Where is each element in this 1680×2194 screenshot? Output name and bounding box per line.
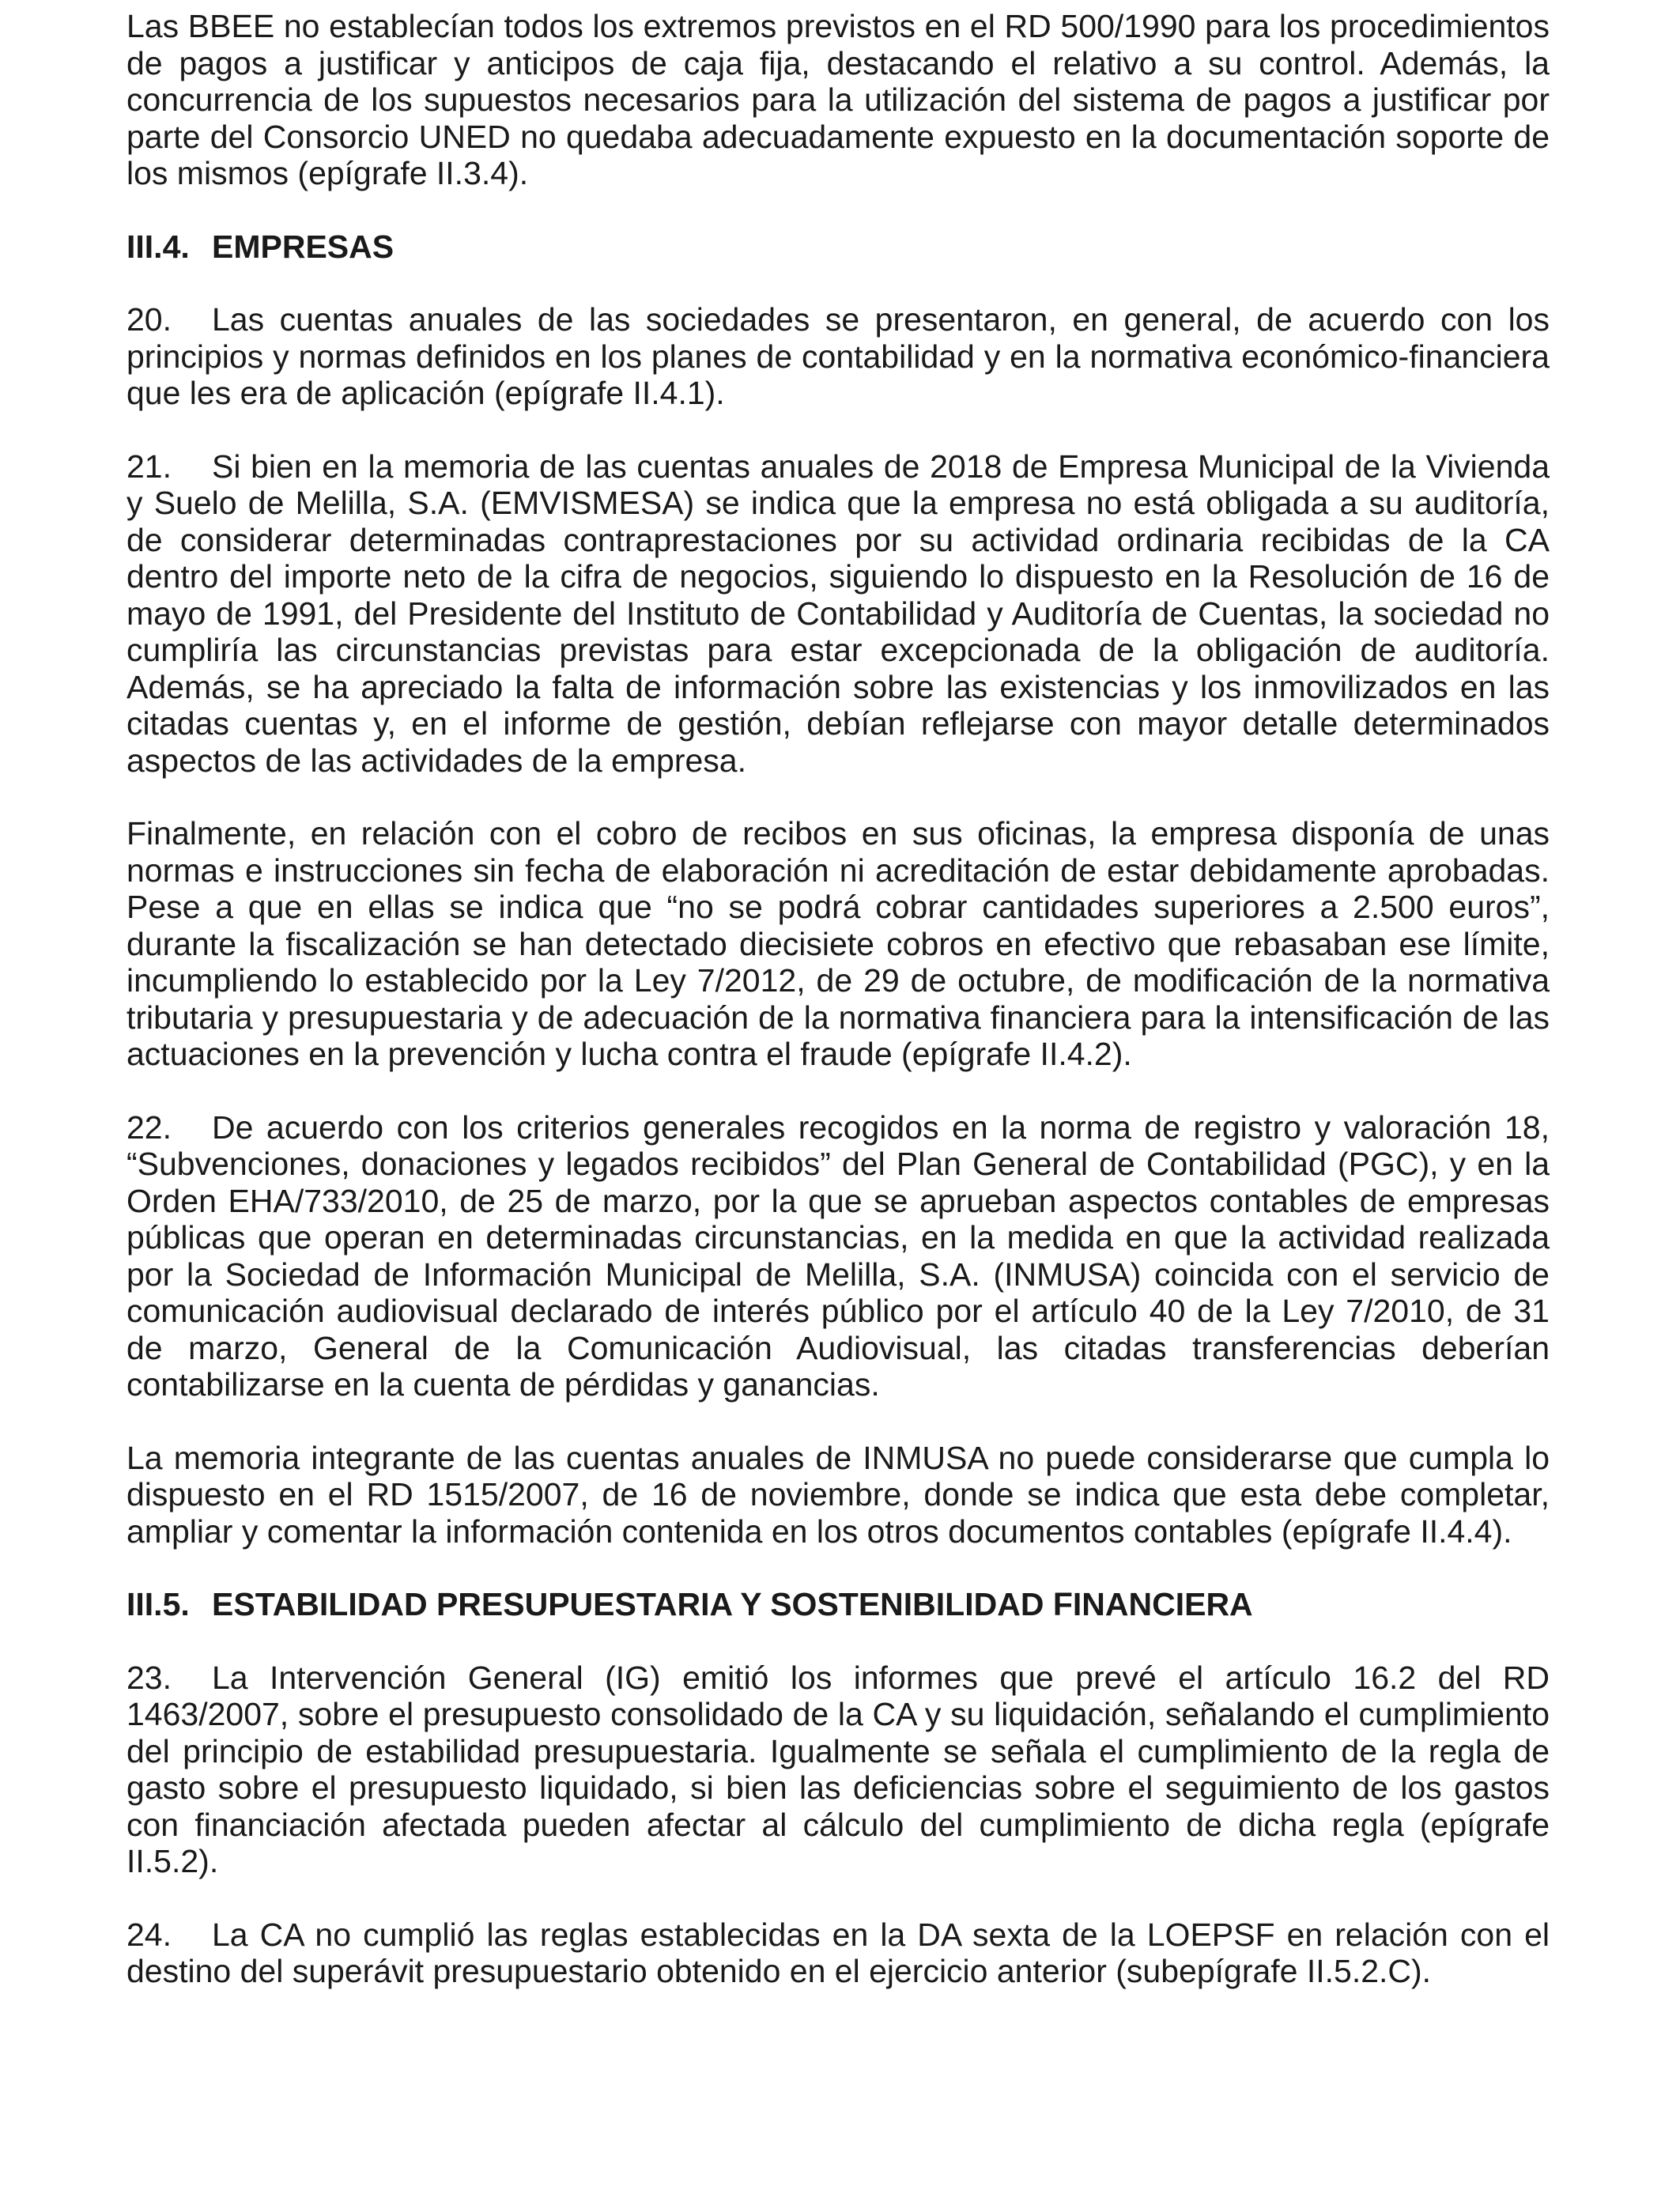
paragraph-number: 24. xyxy=(126,1916,172,1953)
paragraph-text: La memoria integrante de las cuentas anuales de INMUSA no puede considerarse que cumpla lo dispuesto en el RD 1515/2007, de 16 de noviembre, donde se indica que esta debe completar, ampliar y comentar la información contenida en los otros documentos contables (epígrafe II.4.4). xyxy=(126,1439,1550,1550)
paragraph-text: La Intervención General (IG) emitió los informes que prevé el artículo 16.2 del RD 1463/2007, sobre el presupuesto consolidado de la CA y su liquidación, señalando el cumplimiento del principio de estabilidad presupuestaria. Igualmente se señala el cumplimiento de la regla de gasto sobre el presupuesto liquidado, si bien las deficiencias sobre el seguimiento de los gastos con financiación afectada pueden afectar al cálculo del cumplimiento de dicha regla (epígrafe II.5.2). xyxy=(126,1659,1550,1879)
paragraph-text: Las BBEE no establecían todos los extremos previstos en el RD 500/1990 para los procedimientos de pagos a justificar y anticipos de caja fija, destacando el relativo a su control. Además, la concurrencia de los supuestos necesarios para la utilización del sistema de pagos a justificar por parte del Consorcio UNED no quedaba adecuadamente expuesto en la documentación soporte de los mismos (epígrafe II.3.4). xyxy=(126,8,1550,191)
section-title: ESTABILIDAD PRESUPUESTARIA Y SOSTENIBILIDAD FINANCIERA xyxy=(212,1586,1253,1622)
section-number: III.5. xyxy=(126,1586,190,1622)
paragraph-number: 22. xyxy=(126,1108,172,1146)
paragraph-21 xyxy=(126,448,1550,780)
paragraph-number: 20. xyxy=(126,301,172,338)
paragraph-intro xyxy=(126,8,1550,192)
section-heading-estabilidad xyxy=(126,1586,1550,1623)
document-page xyxy=(126,8,1550,2026)
paragraph-number: 21. xyxy=(126,447,172,485)
paragraph-21-continued xyxy=(126,815,1550,1073)
paragraph-text: De acuerdo con los criterios generales recogidos en la norma de registro y valoración 18, “Subvenciones, donaciones y legados recibidos” del Plan General de Contabilidad (PGC), y en la Orden EHA/733/2010, de 25 de marzo, por la que se aprueban aspectos contables de empresas públicas que operan en determinadas circunstancias, en la medida en que la actividad realizada por la Sociedad de Información Municipal de Melilla, S.A. (INMUSA) coincida con el servicio de comunicación audiovisual declarado de interés público por el artículo 40 de la Ley 7/2010, de 31 de marzo, General de la Comunicación Audiovisual, las citadas transferencias deberían contabilizarse en la cuenta de pérdidas y ganancias. xyxy=(126,1108,1550,1403)
paragraph-text: Finalmente, en relación con el cobro de recibos en sus oficinas, la empresa disponía de unas normas e instrucciones sin fecha de elaboración ni acreditación de estar debidamente aprobadas. Pese a que en ellas se indica que “no se podrá cobrar cantidades superiores a 2.500 euros”, durante la fiscalización se han detectado diecisiete cobros en efectivo que rebasaban ese límite, incumpliendo lo establecido por la Ley 7/2012, de 29 de octubre, de modificación de la normativa tributaria y presupuestaria y de adecuación de la normativa financiera para la intensificación de las actuaciones en la prevención y lucha contra el fraude (epígrafe II.4.2). xyxy=(126,815,1550,1072)
paragraph-number: 23. xyxy=(126,1659,172,1696)
paragraph-22-continued xyxy=(126,1440,1550,1550)
paragraph-text: Las cuentas anuales de las sociedades se presentaron, en general, de acuerdo con los principios y normas definidos en los planes de contabilidad y en la normativa económico-financiera que les era de aplicación (epígrafe II.4.1). xyxy=(126,301,1550,411)
paragraph-20 xyxy=(126,301,1550,412)
section-title: EMPRESAS xyxy=(212,228,395,265)
section-heading-empresas xyxy=(126,228,1550,266)
paragraph-22 xyxy=(126,1109,1550,1403)
paragraph-24 xyxy=(126,1916,1550,1990)
paragraph-text: La CA no cumplió las reglas establecidas en la DA sexta de la LOEPSF en relación con el destino del superávit presupuestario obtenido en el ejercicio anterior (subepígrafe II.5.2.C). xyxy=(126,1916,1550,1989)
paragraph-23 xyxy=(126,1660,1550,1880)
section-number: III.4. xyxy=(126,228,190,265)
paragraph-text: Si bien en la memoria de las cuentas anuales de 2018 de Empresa Municipal de la Vivienda y Suelo de Melilla, S.A. (EMVISMESA) se indica que la empresa no está obligada a su auditoría, de considerar determinadas contraprestaciones por su actividad ordinaria recibidas de la CA dentro del importe neto de la cifra de negocios, siguiendo lo dispuesto en la Resolución de 16 de mayo de 1991, del Presidente del Instituto de Contabilidad y Auditoría de Cuentas, la sociedad no cumpliría las circunstancias previstas para estar excepcionada de la obligación de auditoría. Además, se ha apreciado la falta de información sobre las existencias y los inmovilizados en las citadas cuentas y, en el informe de gestión, debían reflejarse con mayor detalle determinados aspectos de las actividades de la empresa. xyxy=(126,447,1550,779)
